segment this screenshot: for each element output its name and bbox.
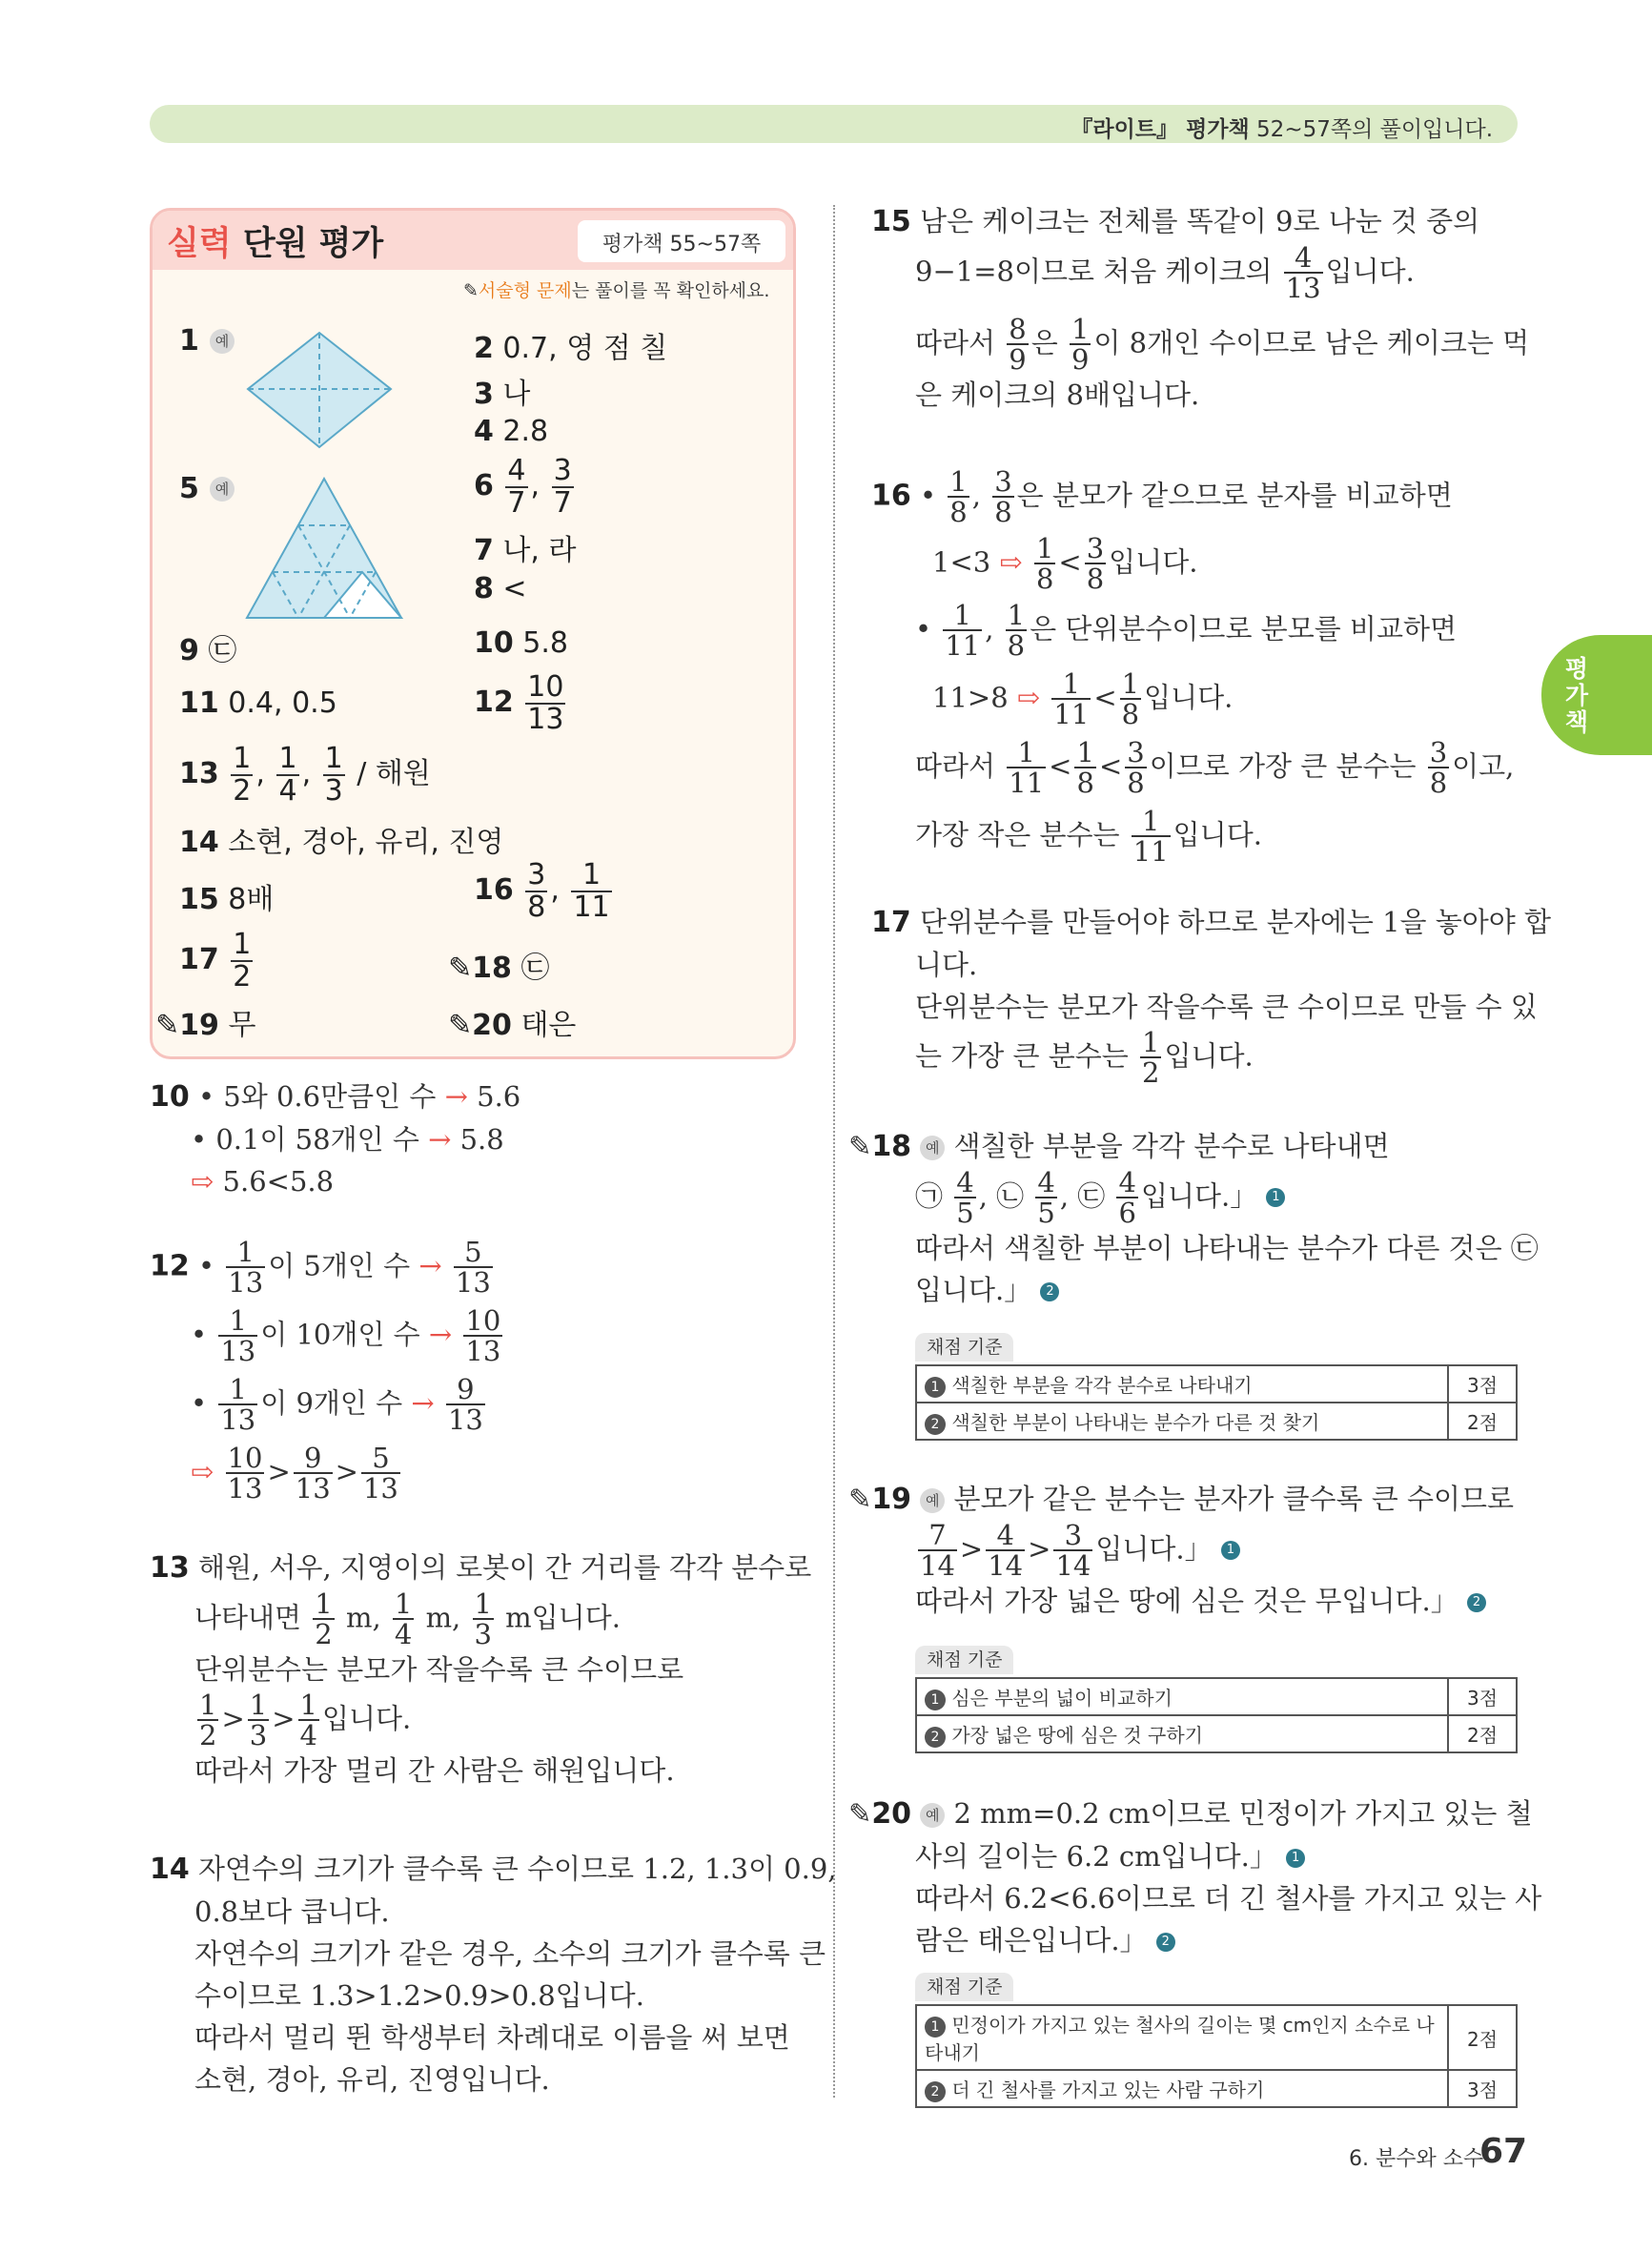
fraction: $\frac{1}{2}$ <box>233 742 252 808</box>
value: 0.7, 영 점 칠 <box>502 332 668 365</box>
solution-15: 15 남은 케이크는 전체를 똑같이 9로 나눈 것 중의 9−1=8이므로 처음 케이크의 $\frac{4}{13}$ 입니다. <box>871 205 1480 305</box>
num: 8 <box>474 572 494 605</box>
answer-12 <box>474 672 568 734</box>
num: 13 <box>179 757 219 790</box>
num: 14 <box>179 826 219 859</box>
value: 8배 <box>228 883 275 916</box>
answer-8 <box>474 572 527 605</box>
solution-12: 12 • $\frac{1}{13}$ 이 5개인 수 → $\frac{5}{13}$ • $\frac{1}{13}$ 이 10개인 수 → $\frac{10}{13}$ • $\frac{1}{13}$ 이 9개인 수 → $\frac{9}{13}$ ⇨ $\frac{10}{13}$ > $\frac{9}{13}$ > $\frac{5}{13}$ <box>150 1236 501 1505</box>
answer-17 <box>179 930 255 992</box>
column-divider <box>833 205 835 2098</box>
value: 0.4, 0.5 <box>228 686 337 720</box>
fraction: $\frac{3}{7}$ <box>553 454 572 520</box>
solution-15-cont: 따라서 $\frac{8}{9}$ 은 $\frac{1}{9}$ 이 8개인 수이므로 남은 케이크는 먹 은 케이크의 8배입니다. <box>915 313 1530 411</box>
rhombus-figure <box>243 329 396 453</box>
answer-15 <box>179 875 274 917</box>
fraction: $\frac{10}{13}$ <box>527 670 564 736</box>
solution-17: 17 단위분수를 만들어야 하므로 분자에는 1을 놓아야 합 니다. 단위분수는 분모가 작을수록 큰 수이므로 만들 수 있 는 가장 큰 분수는 $\frac{1}{2}$ 입니다. <box>871 906 1552 1090</box>
value: ㉢ <box>208 634 237 667</box>
book-name: 『라이트』 평가책 <box>1071 117 1250 142</box>
value: / 해원 <box>357 757 431 790</box>
answer-13: 13 $\frac{1}{2}$ , $\frac{1}{4}$ , $\frac{1}{3}$ / 해원 <box>179 742 431 808</box>
solution-13: 13 해원, 서우, 지영이의 로봇이 간 거리를 각각 분수로 나타내면 $\frac{1}{2}$ m, $\frac{1}{4}$ m, $\frac{1}{3}$ m입니다. 단위분수는 분모가 작을수록 큰 수이므로 $\frac{1}{2}$ > $\frac{1}{3}$ > $\frac{1}{4}$ 입니다. 따라서 가장 멀리 간 사람은 해원입니다. <box>150 1551 812 1787</box>
note-highlight: 서술형 문제 <box>478 280 572 301</box>
num: 12 <box>474 686 514 719</box>
fraction: $\frac{1}{4}$ <box>278 742 297 808</box>
num: 7 <box>474 534 494 567</box>
pencil-icon: ✎ <box>448 1009 473 1042</box>
criteria-18: 채점 기준 1 색칠한 부분을 각각 분수로 나타내기 3점 2 색칠한 부분이 나타내는 분수가 다른 것 찾기 2점 <box>915 1327 1518 1441</box>
num: 9 <box>179 634 199 667</box>
num: 15 <box>179 883 219 916</box>
value: ㉢ <box>520 952 550 985</box>
side-tab-label: 평가책 <box>1564 655 1589 736</box>
solution-16: 16 • $\frac{1}{8}$ , $\frac{3}{8}$ 은 분모가 같으므로 분자를 비교하면 1<3 ⇨ $\frac{1}{8}$ < $\frac{3}{8}$ 입니다. • $\frac{1}{11}$ , $\frac{1}{8}$ 은 단위분수이므로 분모를 비교하면 11>8 ⇨ $\frac{1}{11}$ < $\frac{1}{8}$ 입니다. 따라서 $\frac{1}{11}$ < $\frac{1}{8}$ < $\frac{3}{8}$ 이므로 가장 큰 분수는 $\frac{3}{8}$ 이고, 가장 작은 분수는 $\frac{1}{11}$ 입니다. <box>871 465 1515 869</box>
num: 10 <box>474 626 514 660</box>
num: 18 <box>472 952 512 985</box>
pencil-icon: ✎ <box>155 1009 180 1042</box>
num: 3 <box>474 378 494 411</box>
answer-14 <box>179 818 503 860</box>
note-text: 는 풀이를 꼭 확인하세요. <box>571 280 770 301</box>
num: 16 <box>474 873 514 907</box>
solution-18: ✎18 예 색칠한 부분을 각각 분수로 나타내면 ㉠ $\frac{4}{5}$ , ㉡ $\frac{4}{5}$ , ㉢ $\frac{4}{6}$ 입니다.」 1 따라서 색칠한 부분이 나타내는 분수가 다른 것은 ㉢ 입니다.」 2 <box>848 1130 1539 1306</box>
answer-2 <box>474 324 667 366</box>
page-number: 67 <box>1479 2132 1528 2171</box>
box-title <box>167 217 383 265</box>
triangle-figure <box>243 477 405 622</box>
criteria-19: 채점 기준 1 심은 부분의 넓이 비교하기 3점 2 가장 넓은 땅에 심은 것 구하기 2점 <box>915 1640 1518 1753</box>
page-range: 52~57쪽의 풀이입니다. <box>1256 117 1493 142</box>
solution-10: 10 • 5와 0.6만큼인 수 → 5.6 • 0.1이 58개인 수 → 5.8 ⇨ 5.6<5.8 <box>150 1080 521 1198</box>
pencil-icon: ✎ <box>848 1797 872 1830</box>
answer-18 <box>448 944 549 986</box>
value: 소현, 경아, 유리, 진영 <box>228 826 504 859</box>
fraction: $\frac{1}{3}$ <box>324 742 343 808</box>
answer-1-num: 1 <box>179 324 199 358</box>
pencil-icon: ✎ <box>848 1483 872 1515</box>
answer-4 <box>474 415 548 448</box>
value: < <box>502 572 527 605</box>
pencil-icon: ✎ <box>463 280 479 301</box>
box-ref: 평가책 55~57쪽 <box>578 220 785 262</box>
num: 20 <box>472 1009 512 1042</box>
num: 11 <box>179 686 219 720</box>
pencil-icon: ✎ <box>848 1130 872 1162</box>
num: 2 <box>474 332 494 365</box>
fraction: $\frac{4}{7}$ <box>507 454 526 520</box>
num: 6 <box>474 469 494 502</box>
title-black: 단원 평가 <box>242 225 384 263</box>
pencil-icon: ✎ <box>448 952 473 985</box>
fraction: $\frac{1}{11}$ <box>573 858 610 924</box>
solution-19: ✎19 예 분모가 같은 분수는 분자가 클수록 큰 수이므로 $\frac{7}{14}$ > $\frac{4}{14}$ > $\frac{3}{14}$ 입니다.」 1 따라서 가장 넓은 땅에 심은 것은 무입니다.」 2 <box>848 1483 1515 1617</box>
fraction: $\frac{1}{2}$ <box>233 928 252 993</box>
ye-badge: 예 <box>210 329 235 354</box>
answer-20 <box>448 1001 576 1043</box>
num: 4 <box>474 415 494 448</box>
value: 무 <box>228 1009 256 1042</box>
title-red: 실력 <box>167 225 232 263</box>
solution-20: ✎20 예 2 mm=0.2 cm이므로 민정이가 가지고 있는 철 사의 길이는 6.2 cm입니다.」 1 따라서 6.2<6.6이므로 더 긴 철사를 가지고 있는 사 람은 태은입니다.」 2 <box>848 1797 1542 1956</box>
value: 2.8 <box>502 415 549 448</box>
criteria-20: 채점 기준 1 민정이가 가지고 있는 철사의 길이는 몇 cm인지 소수로 나타내기 2점 2 더 긴 철사를 가지고 있는 사람 구하기 3점 <box>915 1967 1518 2108</box>
answer-6: 6 $\frac{4}{7}$ , $\frac{3}{7}$ <box>474 454 572 520</box>
footer-chapter: 6. 분수와 소수 <box>1349 2147 1484 2171</box>
value: 태은 <box>520 1009 577 1042</box>
fraction: $\frac{3}{8}$ <box>527 858 546 924</box>
answer-3 <box>474 370 530 412</box>
box-note <box>463 277 769 302</box>
answer-11 <box>179 686 337 720</box>
answer-10 <box>474 626 568 660</box>
value: 나 <box>502 378 531 411</box>
ye-badge: 예 <box>210 477 235 502</box>
answer-5-num: 5 <box>179 472 199 505</box>
header-bar <box>150 105 1518 143</box>
value: 나, 라 <box>502 534 577 567</box>
value: 5.8 <box>522 626 569 660</box>
side-tab <box>1541 635 1652 755</box>
answer-19 <box>155 1001 255 1043</box>
num: 17 <box>179 943 219 976</box>
answer-7 <box>474 526 576 568</box>
num: 19 <box>179 1009 219 1042</box>
answer-9 <box>179 626 236 668</box>
answer-16: 16 $\frac{3}{8}$ , $\frac{1}{11}$ <box>474 858 610 924</box>
solution-14: 14 자연수의 크기가 클수록 큰 수이므로 1.2, 1.3이 0.9, 0.8보다 큽니다. 자연수의 크기가 같은 경우, 소수의 크기가 클수록 큰 수이므로 1.3>1.2>0.9>0.8입니다. 따라서 멀리 뛴 학생부터 차례대로 이름을 써 보면 소현, 경아, 유리, 진영입니다. <box>150 1853 837 2096</box>
